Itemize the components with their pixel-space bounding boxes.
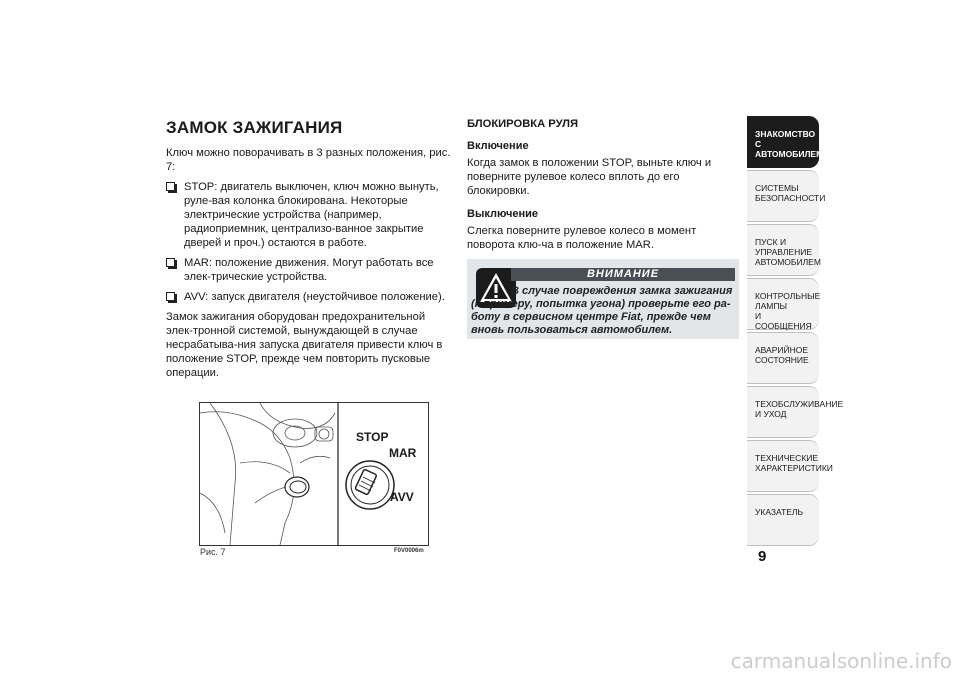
warning-text: В случае повреждения замка зажигания (к примеру, попытка угона) проверьте его ра-боту в сервисном центре Fiat, прежде чем вновь пользоваться автомобилем. [471, 285, 733, 336]
section-enable [467, 140, 740, 198]
tab-starting-driving[interactable]: ПУСК И УПРАВЛЕНИЕ АВТОМОБИЛЕМ [747, 224, 819, 276]
checkbox-bullet-icon [166, 292, 175, 301]
label-avv: AVV [390, 490, 414, 504]
subheading-disable: Выключение [467, 208, 538, 220]
checkbox-bullet-icon [166, 258, 175, 267]
right-column [467, 118, 740, 262]
tab-index[interactable]: УКАЗАТЕЛЬ [747, 494, 819, 546]
list-item-text: STOP: двигатель выключен, ключ можно вынуть, руле-вая колонка блокирована. Некоторые электрические устройства (например, радиоприемник, централизо-ванное закрытие дверей и проч.) остаются в работе. [184, 181, 439, 249]
tab-warning-lights[interactable]: КОНТРОЛЬНЫЕ ЛАМПЫ И СООБЩЕНИЯ [747, 278, 819, 330]
figure-code: F0V0006m [394, 548, 424, 554]
page-number: 9 [758, 548, 767, 565]
list-item-text: AVV: запуск двигателя (неустойчивое положение). [184, 291, 445, 303]
section-disable [467, 208, 740, 252]
intro-text: Ключ можно поворачивать в 3 разных положения, рис. 7: [166, 147, 451, 173]
watermark-text: carmanualsonline.info [730, 649, 952, 673]
section-title-ignition: ЗАМОК ЗАЖИГАНИЯ [166, 118, 343, 137]
list-item-mar [166, 256, 454, 284]
subheading-enable: Включение [467, 140, 529, 152]
tab-maintenance[interactable]: ТЕХОБСЛУЖИВАНИЕ И УХОД [747, 386, 819, 438]
list-item-text: MAR: положение движения. Могут работать все элек-трические устройства. [184, 257, 434, 283]
warning-box [467, 259, 739, 339]
checkbox-bullet-icon [166, 182, 175, 191]
figure-caption: Рис. 7 [200, 547, 226, 557]
label-stop: STOP [356, 430, 389, 444]
tab-safety[interactable]: СИСТЕМЫ БЕЗОПАСНОСТИ [747, 170, 819, 222]
tab-technical-specs[interactable]: ТЕХНИЧЕСКИЕ ХАРАКТЕРИСТИКИ [747, 440, 819, 492]
section-title-steering-lock: БЛОКИРОВКА РУЛЯ [467, 118, 579, 130]
list-item-stop [166, 180, 454, 250]
ignition-illustration [200, 403, 428, 545]
left-column [166, 118, 454, 386]
positions-list [166, 180, 454, 304]
body-text: Замок зажигания оборудован предохранительной элек-тронной системой, вынуждающей в случае несрабатыва-ния запуска двигателя привести ключ в положение STOP, прежде чем повторить пусковые операции. [166, 311, 443, 379]
tab-getting-to-know[interactable]: ЗНАКОМСТВО С АВТОМОБИЛЕМ [747, 116, 819, 168]
warning-label: ВНИМАНИЕ [511, 268, 735, 281]
disable-text: Слегка поверните рулевое колесо в момент поворота клю-ча в положение MAR. [467, 225, 697, 251]
list-item-avv [166, 290, 454, 304]
enable-text: Когда замок в положении STOP, выньте ключ и поверните рулевое колесо вплоть до его блокировки. [467, 157, 712, 197]
ignition-figure [199, 402, 429, 546]
label-mar: MAR [389, 446, 417, 460]
tab-emergency[interactable]: АВАРИЙНОЕ СОСТОЯНИЕ [747, 332, 819, 384]
